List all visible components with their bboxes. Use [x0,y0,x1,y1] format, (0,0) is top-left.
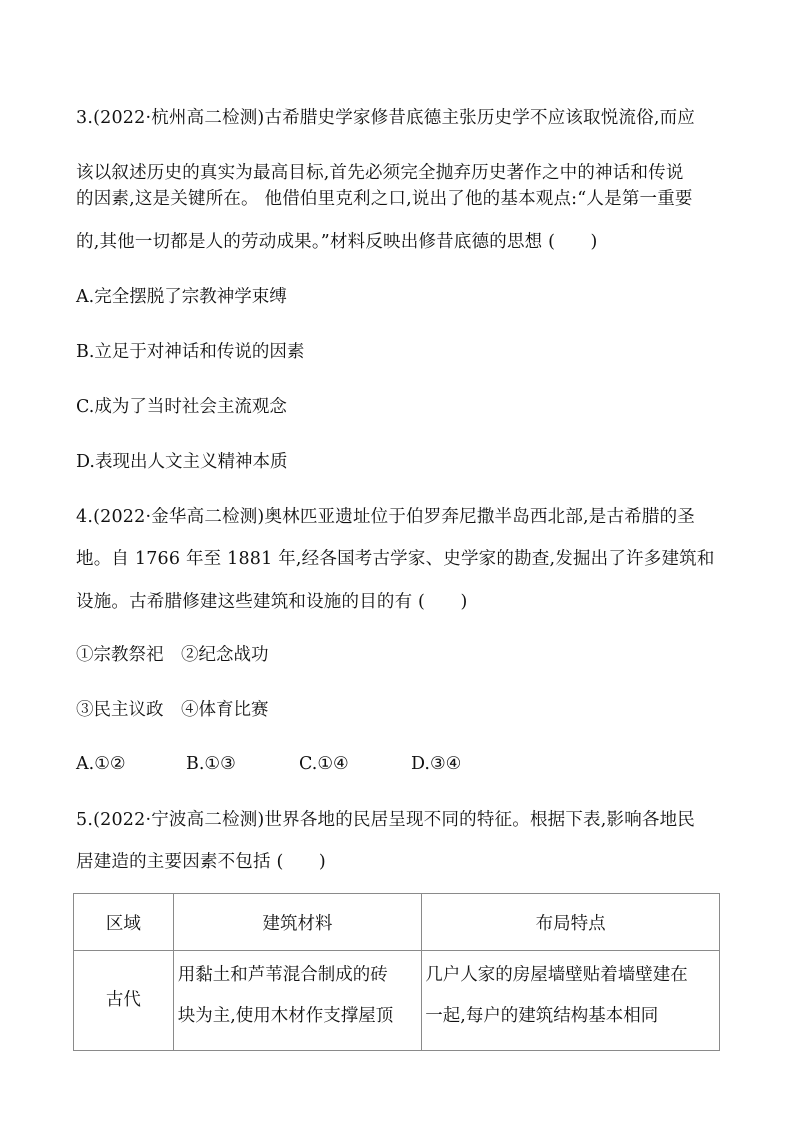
dwelling-table [73,893,720,1051]
table-cell-material [173,951,422,1051]
q4-option-a: A.①② [76,754,126,774]
q4-option-d: D.③④ [411,754,462,774]
q4-options-row [76,752,726,776]
layout-line-1: 几户人家的房屋墙壁贴着墙壁建在 [425,965,688,985]
q3-option-d: D.表现出人文主义精神本质 [76,452,288,472]
table-cell-layout [422,951,720,1051]
q5-stem-line-2: 居建造的主要因素不包括 ( ) [76,852,326,872]
table-header-region: 区域 [74,894,174,951]
material-line-1: 用黏土和芦苇混合制成的砖 [177,965,388,985]
table-header-material: 建筑材料 [173,894,422,951]
q4-statements-line-2: ③民主议政 ④体育比赛 [76,700,269,720]
q3-stem-line-1: 3.(2022·杭州高二检测)古希腊史学家修昔底德主张历史学不应该取悦流俗,而应 [76,108,696,128]
table-header-layout: 布局特点 [422,894,720,951]
q4-stem-line-2: 地。自 1766 年至 1881 年,经各国考古学家、史学家的勘查,发掘出了许多建筑和 [76,549,715,569]
q4-statements-line-1: ①宗教祭祀 ②纪念战功 [76,645,269,665]
q4-option-b: B.①③ [186,754,236,774]
table-header-row [74,894,720,951]
q3-option-c: C.成为了当时社会主流观念 [76,397,287,417]
q5-stem-line-1: 5.(2022·宁波高二检测)世界各地的民居呈现不同的特征。根据下表,影响各地民 [76,810,696,830]
q3-stem-line-4: 的,其他一切都是人的劳动成果。”材料反映出修昔底德的思想 ( ) [76,232,598,252]
table-row [74,951,720,1051]
q4-stem-line-3: 设施。古希腊修建这些建筑和设施的目的有 ( ) [76,592,468,612]
q3-option-a: A.完全摆脱了宗教神学束缚 [76,287,287,307]
layout-line-2: 一起,每户的建筑结构基本相同 [425,1006,659,1026]
table-cell-region: 古代 [74,951,174,1051]
q3-option-b: B.立足于对神话和传说的因素 [76,342,305,362]
material-line-2: 块为主,使用木材作支撑屋顶 [177,1006,394,1026]
q3-stem-line-2: 该以叙述历史的真实为最高目标,首先必须完全抛弃历史著作之中的神话和传说 [76,163,684,183]
q4-stem-line-1: 4.(2022·金华高二检测)奥林匹亚遗址位于伯罗奔尼撒半岛西北部,是古希腊的圣 [76,507,696,527]
q3-stem-line-3: 的因素,这是关键所在。 他借伯里克利之口,说出了他的基本观点:“人是第一重要 [76,189,693,209]
q4-option-c: C.①④ [299,754,349,774]
